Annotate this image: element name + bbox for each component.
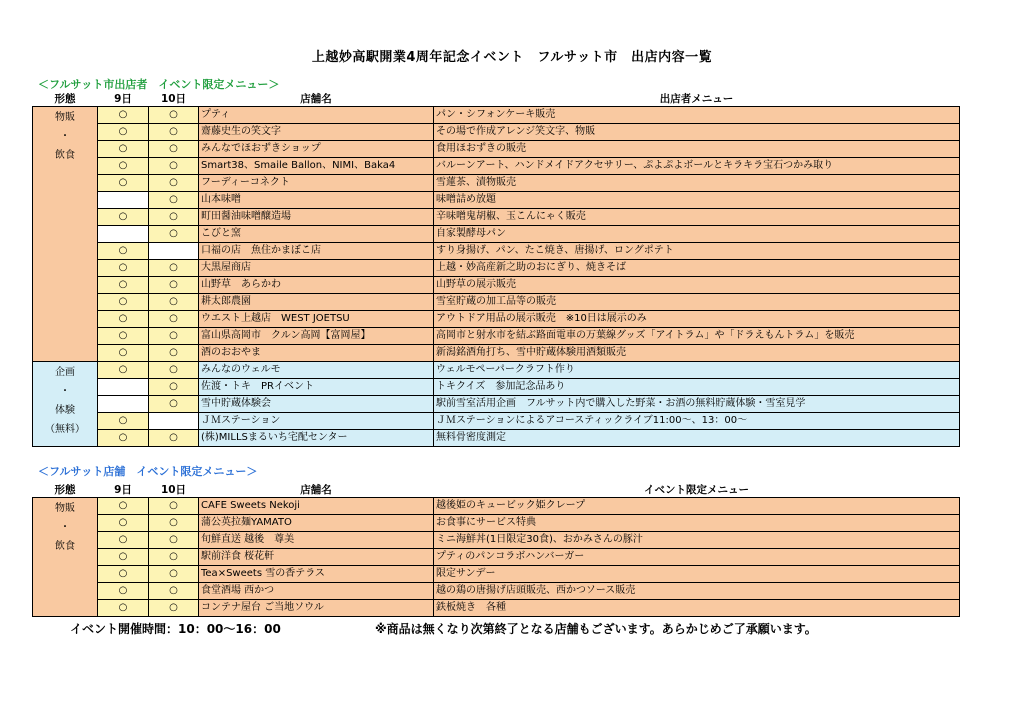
shop-name: プティ <box>199 107 434 124</box>
day10-mark: ○ <box>149 345 199 362</box>
day10-mark: ○ <box>149 124 199 141</box>
table-row <box>33 328 960 345</box>
shop-name: Tea×Sweets 雪の香テラス <box>199 566 434 583</box>
day9-mark: ○ <box>98 430 149 447</box>
table-row <box>33 277 960 294</box>
day9-mark: ○ <box>98 583 149 600</box>
menu-description: プティのパンコラボハンバーガー <box>434 549 960 566</box>
day10-mark: ○ <box>149 328 199 345</box>
menu-description: 無料骨密度測定 <box>434 430 960 447</box>
type-label: ・ <box>60 131 70 142</box>
header-menu: 出店者メニュー <box>659 93 734 105</box>
day10-mark: ○ <box>149 600 199 617</box>
table-row <box>33 124 960 141</box>
table-row <box>33 175 960 192</box>
menu-description: 食用ほおずきの販売 <box>434 141 960 158</box>
shop-name: (株)MILLSまるいち宅配センター <box>199 430 434 447</box>
day9-mark: ○ <box>98 107 149 124</box>
day10-mark: ○ <box>149 175 199 192</box>
day10-mark: ○ <box>149 209 199 226</box>
day9-mark <box>98 226 149 243</box>
footer-note: ※商品は無くなり次第終了となる店舗もございます。あらかじめご了承願います。 <box>375 622 817 636</box>
day10-mark: ○ <box>149 107 199 124</box>
table-row <box>33 396 960 413</box>
shop-name: 駅前洋食 桜花軒 <box>199 549 434 566</box>
table-row <box>33 600 960 617</box>
menu-description: 自家製酵母パン <box>434 226 960 243</box>
menu-description: ＪＭステーションによるアコースティックライブ11:00～、13：00～ <box>434 413 960 430</box>
section1-label: ＜フルサット市出店者 イベント限定メニュー＞ <box>38 78 280 91</box>
day9-mark: ○ <box>98 413 149 430</box>
shop-name: みんなのウェルモ <box>199 362 434 379</box>
day9-mark: ○ <box>98 498 149 515</box>
table-row <box>33 362 960 379</box>
day10-mark: ○ <box>149 260 199 277</box>
type-label: （無料） <box>45 424 85 435</box>
menu-description: その場で作成アレンジ笑文字、物販 <box>434 124 960 141</box>
day10-mark: ○ <box>149 192 199 209</box>
day9-mark: ○ <box>98 532 149 549</box>
day10-mark: ○ <box>149 532 199 549</box>
day10-mark: ○ <box>149 277 199 294</box>
table-row <box>33 413 960 430</box>
shop-name: 齋藤史生の笑文字 <box>199 124 434 141</box>
day10-mark <box>149 243 199 260</box>
table-row <box>33 294 960 311</box>
day9-mark <box>98 396 149 413</box>
header-day9: 9日 <box>114 484 132 496</box>
menu-description: パン・シフォンケーキ販売 <box>434 107 960 124</box>
shop-name: ＪＭステーション <box>199 413 434 430</box>
shop-name: 山野草 あらかわ <box>199 277 434 294</box>
shop-name: 食堂酒場 西かつ <box>199 583 434 600</box>
table-row <box>33 532 960 549</box>
shop-name: みんなでほおずきショップ <box>199 141 434 158</box>
table-row <box>33 311 960 328</box>
menu-description: 越後姫のキュービック姫クレープ <box>434 498 960 515</box>
day9-mark: ○ <box>98 277 149 294</box>
shop-name: Smart38、Smaile Ballon、NIMI、Baka4 <box>199 158 434 175</box>
menu-description: 雪室貯蔵の加工品等の販売 <box>434 294 960 311</box>
type-cell <box>33 362 98 447</box>
shop-name: 酒のおおやま <box>199 345 434 362</box>
shop-name: 町田醤油味噌醸造場 <box>199 209 434 226</box>
shop-name: 蒲公英拉麺YAMATO <box>199 515 434 532</box>
type-label: 飲食 <box>55 150 75 161</box>
day9-mark: ○ <box>98 141 149 158</box>
menu-description: ウェルモペーパークラフト作り <box>434 362 960 379</box>
table-row <box>33 209 960 226</box>
shop-name: 旬鮮直送 越後 尊美 <box>199 532 434 549</box>
day10-mark: ○ <box>149 294 199 311</box>
type-label: 飲食 <box>55 541 75 552</box>
day9-mark: ○ <box>98 124 149 141</box>
day10-mark: ○ <box>149 226 199 243</box>
type-label: ・ <box>60 386 70 397</box>
day10-mark: ○ <box>149 311 199 328</box>
type-label: 企画 <box>55 367 75 378</box>
shop-name: フーディーコネクト <box>199 175 434 192</box>
menu-description: 駅前雪室活用企画 フルサット内で購入した野菜・お酒の無料貯蔵体験・雪室見学 <box>434 396 960 413</box>
day10-mark: ○ <box>149 515 199 532</box>
menu-description: 高岡市と射水市を結ぶ路面電車の万葉線グッズ「アイトラム」や「ドラえもんトラム」を販売 <box>434 328 960 345</box>
header-day10: 10日 <box>160 93 187 105</box>
table-row <box>33 549 960 566</box>
table-row <box>33 583 960 600</box>
table-row <box>33 226 960 243</box>
table-row <box>33 515 960 532</box>
menu-description: 新潟銘酒角打ち、雪中貯蔵体験用酒類販売 <box>434 345 960 362</box>
header-type: 形態 <box>54 484 76 496</box>
menu-description: 限定サンデー <box>434 566 960 583</box>
table-row <box>33 243 960 260</box>
menu-description: お食事にサービス特典 <box>434 515 960 532</box>
day9-mark <box>98 192 149 209</box>
day9-mark: ○ <box>98 158 149 175</box>
day9-mark: ○ <box>98 345 149 362</box>
header-type: 形態 <box>54 93 76 105</box>
menu-description: 辛味噌鬼胡椒、玉こんにゃく販売 <box>434 209 960 226</box>
table-header-row <box>33 482 960 498</box>
day10-mark: ○ <box>149 498 199 515</box>
shop-name: ウエスト上越店 WEST JOETSU <box>199 311 434 328</box>
day10-mark: ○ <box>149 566 199 583</box>
menu-description: 雪蓮茶、漬物販売 <box>434 175 960 192</box>
menu-description: アウトドア用品の展示販売 ※10日は展示のみ <box>434 311 960 328</box>
type-label: 体験 <box>55 405 75 416</box>
day10-mark: ○ <box>149 158 199 175</box>
header-day10: 10日 <box>160 484 187 496</box>
day9-mark: ○ <box>98 294 149 311</box>
day9-mark: ○ <box>98 260 149 277</box>
header-day9: 9日 <box>114 93 132 105</box>
menu-description: 味噌詰め放題 <box>434 192 960 209</box>
day10-mark <box>149 413 199 430</box>
menu-description: バルーンアート、ハンドメイドアクセサリー、ぷよぷよボールとキラキラ宝石つかみ取り <box>434 158 960 175</box>
day10-mark: ○ <box>149 362 199 379</box>
menu-description: すり身揚げ、パン、たこ焼き、唐揚げ、ロングポテト <box>434 243 960 260</box>
day9-mark: ○ <box>98 328 149 345</box>
table-row <box>33 498 960 515</box>
section2-label: ＜フルサット店舗 イベント限定メニュー＞ <box>38 465 258 478</box>
shop-name: 佐渡・トキ PRイベント <box>199 379 434 396</box>
shop-name: 大黒屋商店 <box>199 260 434 277</box>
day10-mark: ○ <box>149 141 199 158</box>
day10-mark: ○ <box>149 396 199 413</box>
table-row <box>33 192 960 209</box>
day10-mark: ○ <box>149 430 199 447</box>
day10-mark: ○ <box>149 379 199 396</box>
header-shop: 店舗名 <box>300 93 332 105</box>
shop-name: 富山県高岡市 クルン高岡【富岡屋】 <box>199 328 434 345</box>
table-row <box>33 345 960 362</box>
menu-description: 越の鶏の唐揚げ店頭販売、西かつソース販売 <box>434 583 960 600</box>
type-cell <box>33 107 98 362</box>
menu-description: ミニ海鮮丼(1日限定30食)、おかみさんの豚汁 <box>434 532 960 549</box>
header-menu: イベント限定メニュー <box>644 484 749 496</box>
table-row <box>33 260 960 277</box>
day9-mark: ○ <box>98 362 149 379</box>
day10-mark: ○ <box>149 583 199 600</box>
event-hours: イベント開催時間：10：00～16：00 <box>70 622 281 636</box>
menu-description: 山野草の展示販売 <box>434 277 960 294</box>
type-label: 物販 <box>55 112 75 123</box>
menu-description: 鉄板焼き 各種 <box>434 600 960 617</box>
table-row <box>33 566 960 583</box>
shop-name: コンテナ屋台 ご当地ソウル <box>199 600 434 617</box>
day9-mark: ○ <box>98 209 149 226</box>
type-label: 物販 <box>55 503 75 514</box>
exhibitor-table <box>32 91 960 447</box>
shop-name: CAFE Sweets Nekoji <box>199 498 434 515</box>
day10-mark: ○ <box>149 549 199 566</box>
table-row <box>33 107 960 124</box>
day9-mark: ○ <box>98 549 149 566</box>
menu-description: 上越・妙高産新之助のおにぎり、焼きそば <box>434 260 960 277</box>
header-shop: 店舗名 <box>300 484 332 496</box>
day9-mark: ○ <box>98 566 149 583</box>
table-row <box>33 141 960 158</box>
day9-mark: ○ <box>98 243 149 260</box>
page-title: 上越妙高駅開業4周年記念イベント フルサット市 出店内容一覧 <box>311 50 713 65</box>
shop-name: こびと窯 <box>199 226 434 243</box>
day9-mark: ○ <box>98 175 149 192</box>
table-row <box>33 158 960 175</box>
day9-mark: ○ <box>98 311 149 328</box>
shop-name: 口福の店 魚住かまぼこ店 <box>199 243 434 260</box>
day9-mark: ○ <box>98 515 149 532</box>
shop-name: 山本味噌 <box>199 192 434 209</box>
table-row <box>33 430 960 447</box>
table-header-row <box>33 91 960 107</box>
day9-mark: ○ <box>98 600 149 617</box>
shop-name: 耕太郎農園 <box>199 294 434 311</box>
table-row <box>33 379 960 396</box>
type-cell <box>33 498 98 617</box>
menu-description: トキクイズ 参加記念品あり <box>434 379 960 396</box>
day9-mark <box>98 379 149 396</box>
type-label: ・ <box>60 522 70 533</box>
shop-name: 雪中貯蔵体験会 <box>199 396 434 413</box>
store-table <box>32 482 960 617</box>
